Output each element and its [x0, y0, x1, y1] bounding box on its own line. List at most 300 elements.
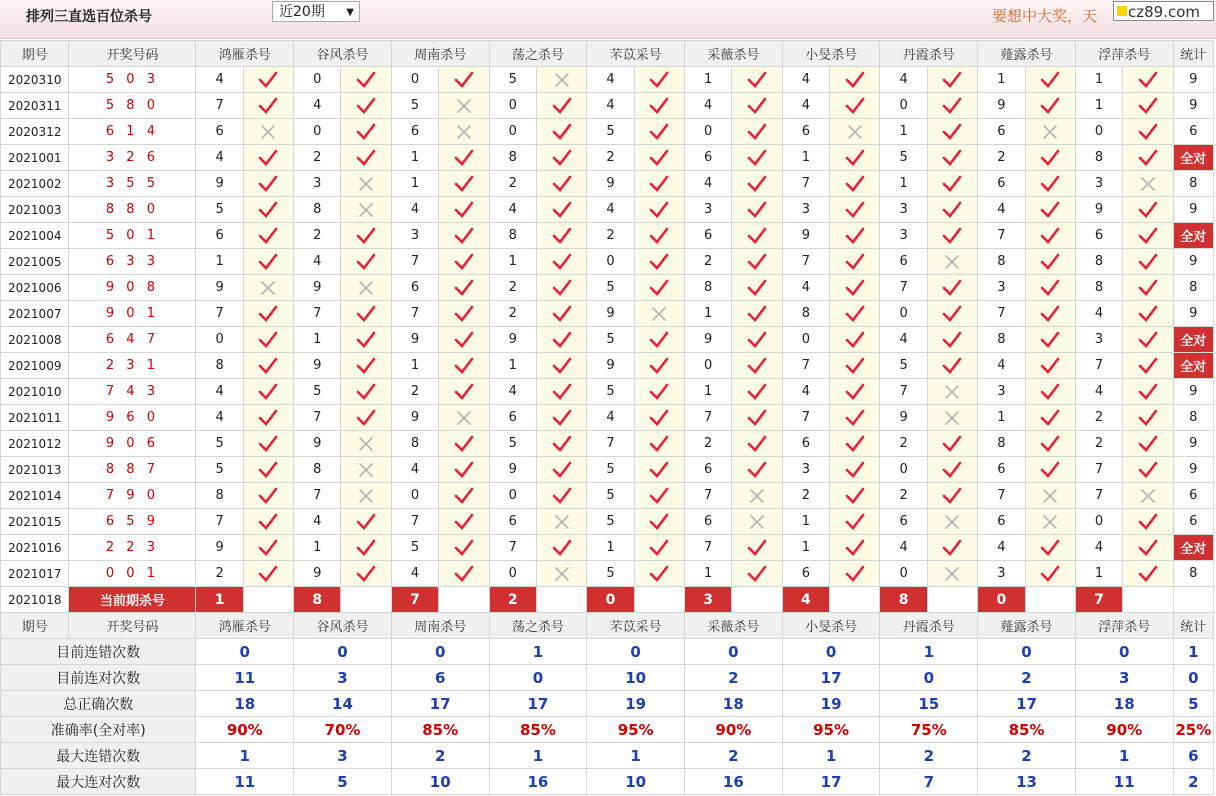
kill-number-cell: 0 [880, 457, 927, 483]
current-period-row [1, 587, 1214, 613]
check-icon [747, 357, 767, 375]
result-mark-cell [732, 353, 782, 379]
check-icon [649, 201, 669, 219]
kill-number-cell: 6 [782, 561, 829, 587]
period-cell: 2021009 [1, 353, 69, 379]
result-mark-cell [439, 405, 489, 431]
kill-number-cell: 2 [782, 483, 829, 509]
result-mark-cell [1123, 327, 1173, 353]
kill-number-cell: 8 [978, 431, 1025, 457]
check-icon [649, 357, 669, 375]
current-kill-blank [732, 587, 782, 613]
kill-number-cell: 8 [489, 145, 536, 171]
check-icon [552, 461, 572, 479]
table-row [1, 119, 1214, 145]
table-row [1, 93, 1214, 119]
all-right-badge: 全对 [1173, 535, 1213, 561]
check-icon [552, 357, 572, 375]
check-icon [747, 71, 767, 89]
result-mark-cell [439, 327, 489, 353]
check-icon [552, 97, 572, 115]
check-icon [747, 279, 767, 297]
result-mark-cell [634, 509, 684, 535]
result-mark-cell [1025, 509, 1075, 535]
stats-value: 1 [196, 743, 294, 769]
current-kill-number: 2 [489, 587, 536, 613]
result-mark-cell [341, 301, 391, 327]
kill-number-cell: 0 [880, 301, 927, 327]
check-icon [258, 487, 278, 505]
check-icon [747, 123, 767, 141]
result-mark-cell [439, 509, 489, 535]
kill-number-cell: 6 [685, 145, 732, 171]
table-row [1, 509, 1214, 535]
check-icon [552, 409, 572, 427]
result-mark-cell [830, 301, 880, 327]
cross-icon [1138, 487, 1158, 505]
kill-number-cell: 6 [685, 223, 732, 249]
stat-cell: 6 [1173, 509, 1213, 535]
result-mark-cell [732, 145, 782, 171]
kill-number-cell: 1 [978, 405, 1025, 431]
kill-number-cell: 4 [196, 145, 243, 171]
result-mark-cell [341, 431, 391, 457]
check-icon [845, 175, 865, 193]
check-icon [258, 565, 278, 583]
check-icon [1040, 461, 1060, 479]
kill-number-cell: 2 [489, 171, 536, 197]
result-mark-cell [927, 171, 977, 197]
period-cell: 2021010 [1, 379, 69, 405]
result-mark-cell [634, 327, 684, 353]
check-icon [552, 149, 572, 167]
check-icon [845, 513, 865, 531]
check-icon [552, 435, 572, 453]
result-mark-cell [536, 197, 586, 223]
draw-number-cell: 8 8 7 [69, 457, 196, 483]
stats-value: 3 [1075, 665, 1173, 691]
kill-number-cell: 5 [880, 145, 927, 171]
result-mark-cell [927, 379, 977, 405]
cross-icon [747, 487, 767, 505]
result-mark-cell [341, 509, 391, 535]
stats-value: 18 [1075, 691, 1173, 717]
col-expert-header: 浮萍杀号 [1075, 41, 1173, 67]
check-icon [356, 71, 376, 89]
check-icon [1040, 97, 1060, 115]
result-mark-cell [243, 509, 293, 535]
check-icon [1040, 71, 1060, 89]
result-mark-cell [243, 405, 293, 431]
cross-icon [747, 513, 767, 531]
result-mark-cell [439, 561, 489, 587]
check-icon [454, 201, 474, 219]
kill-number-cell: 7 [196, 301, 243, 327]
check-icon [1138, 305, 1158, 323]
current-kill-blank [927, 587, 977, 613]
result-mark-cell [243, 249, 293, 275]
check-icon [552, 305, 572, 323]
stats-value: 2 [685, 665, 783, 691]
stats-value: 18 [685, 691, 783, 717]
result-mark-cell [341, 353, 391, 379]
result-mark-cell [439, 379, 489, 405]
check-icon [454, 71, 474, 89]
kill-number-cell: 4 [978, 197, 1025, 223]
kill-number-cell: 7 [294, 405, 341, 431]
stats-value: 6 [391, 665, 489, 691]
check-icon [258, 539, 278, 557]
cross-icon [942, 253, 962, 271]
draw-number-cell: 0 0 1 [69, 561, 196, 587]
table-row [1, 223, 1214, 249]
stats-value: 16 [489, 769, 587, 795]
kill-number-cell: 4 [978, 353, 1025, 379]
stats-row [1, 769, 1214, 795]
kill-number-cell: 2 [489, 275, 536, 301]
result-mark-cell [927, 431, 977, 457]
check-icon [747, 383, 767, 401]
check-icon [845, 149, 865, 167]
stat-cell: 6 [1173, 119, 1213, 145]
check-icon [747, 253, 767, 271]
kill-number-cell: 8 [782, 301, 829, 327]
result-mark-cell [830, 405, 880, 431]
kill-number-cell: 9 [391, 405, 438, 431]
result-mark-cell [927, 93, 977, 119]
result-mark-cell [732, 67, 782, 93]
result-mark-cell [1025, 561, 1075, 587]
kill-number-cell: 7 [294, 483, 341, 509]
kill-number-cell: 2 [1075, 431, 1122, 457]
current-kill-number: 1 [196, 587, 243, 613]
check-icon [845, 435, 865, 453]
current-kill-blank [536, 587, 586, 613]
cross-icon [649, 305, 669, 323]
kill-number-cell: 0 [685, 119, 732, 145]
check-icon [454, 253, 474, 271]
kill-number-cell: 3 [1075, 327, 1122, 353]
result-mark-cell [1123, 457, 1173, 483]
cross-icon [356, 201, 376, 219]
result-mark-cell [927, 301, 977, 327]
kill-number-cell: 4 [196, 67, 243, 93]
table-row [1, 379, 1214, 405]
result-mark-cell [1025, 119, 1075, 145]
result-mark-cell [243, 145, 293, 171]
draw-number-cell: 5 0 1 [69, 223, 196, 249]
kill-number-cell: 3 [880, 223, 927, 249]
current-kill-number: 0 [978, 587, 1025, 613]
result-mark-cell [830, 483, 880, 509]
stats-value: 2 [685, 743, 783, 769]
stat-cell: 9 [1173, 379, 1213, 405]
kill-number-cell: 6 [685, 509, 732, 535]
kill-number-cell: 4 [685, 171, 732, 197]
stats-value: 85% [978, 717, 1076, 743]
check-icon [845, 97, 865, 115]
kill-number-cell: 0 [880, 561, 927, 587]
kill-number-cell: 9 [782, 223, 829, 249]
result-mark-cell [1025, 353, 1075, 379]
stats-value: 2 [391, 743, 489, 769]
stats-value: 1 [1173, 639, 1213, 665]
kill-number-cell: 4 [782, 67, 829, 93]
stats-value: 0 [1173, 665, 1213, 691]
kill-number-cell: 8 [1075, 249, 1122, 275]
kill-number-cell: 1 [685, 301, 732, 327]
period-select[interactable] [272, 1, 360, 22]
stats-value: 0 [685, 639, 783, 665]
kill-number-cell: 3 [978, 561, 1025, 587]
check-icon [1040, 331, 1060, 349]
kill-number-cell: 7 [978, 483, 1025, 509]
stat-cell: 9 [1173, 457, 1213, 483]
current-kill-blank [1025, 587, 1075, 613]
result-mark-cell [927, 67, 977, 93]
check-icon [454, 461, 474, 479]
table-row [1, 457, 1214, 483]
result-mark-cell [341, 327, 391, 353]
result-mark-cell [830, 431, 880, 457]
result-mark-cell [439, 67, 489, 93]
kill-number-cell: 4 [880, 327, 927, 353]
kill-number-cell: 1 [782, 145, 829, 171]
table-row [1, 67, 1214, 93]
period-cell: 2021008 [1, 327, 69, 353]
stats-value: 95% [782, 717, 880, 743]
kill-number-cell: 0 [294, 67, 341, 93]
kill-number-cell: 5 [587, 483, 634, 509]
result-mark-cell [927, 483, 977, 509]
check-icon [552, 123, 572, 141]
result-mark-cell [536, 275, 586, 301]
kill-number-cell: 4 [587, 93, 634, 119]
col-expert-header: 荡之杀号 [489, 41, 587, 67]
check-icon [552, 539, 572, 557]
dropdown-arrow-icon: ▼ [346, 7, 354, 18]
result-mark-cell [634, 145, 684, 171]
site-badge[interactable] [1113, 1, 1214, 21]
stats-value: 1 [587, 743, 685, 769]
check-icon [942, 435, 962, 453]
kill-number-cell: 9 [1075, 197, 1122, 223]
result-mark-cell [243, 171, 293, 197]
current-stat-blank [1173, 587, 1213, 613]
kill-number-cell: 9 [587, 353, 634, 379]
result-mark-cell [927, 197, 977, 223]
result-mark-cell [243, 483, 293, 509]
check-icon [1138, 539, 1158, 557]
kill-number-cell: 6 [489, 509, 536, 535]
stats-row [1, 743, 1214, 769]
kill-number-cell: 8 [294, 457, 341, 483]
result-mark-cell [634, 535, 684, 561]
result-mark-cell [732, 275, 782, 301]
kill-number-cell: 8 [196, 353, 243, 379]
check-icon [942, 201, 962, 219]
kill-number-cell: 5 [294, 379, 341, 405]
kill-number-cell: 5 [196, 457, 243, 483]
kill-number-cell: 3 [294, 171, 341, 197]
draw-number-cell: 8 8 0 [69, 197, 196, 223]
kill-number-cell: 1 [391, 353, 438, 379]
stats-value: 11 [1075, 769, 1173, 795]
kill-number-cell: 4 [978, 535, 1025, 561]
stats-value: 0 [294, 639, 392, 665]
cross-icon [356, 487, 376, 505]
result-mark-cell [341, 379, 391, 405]
stats-value: 19 [587, 691, 685, 717]
kill-number-cell: 1 [294, 327, 341, 353]
cross-icon [942, 565, 962, 583]
check-icon [454, 513, 474, 531]
period-cell: 2021014 [1, 483, 69, 509]
result-mark-cell [732, 405, 782, 431]
period-cell: 2021018 [1, 587, 69, 613]
check-icon [845, 201, 865, 219]
period-cell: 2021017 [1, 561, 69, 587]
kill-number-cell: 9 [294, 431, 341, 457]
check-icon [1138, 331, 1158, 349]
result-mark-cell [536, 483, 586, 509]
result-mark-cell [1025, 327, 1075, 353]
check-icon [1040, 409, 1060, 427]
result-mark-cell [927, 119, 977, 145]
result-mark-cell [1123, 561, 1173, 587]
period-cell: 2021005 [1, 249, 69, 275]
kill-number-cell: 6 [196, 119, 243, 145]
result-mark-cell [732, 249, 782, 275]
check-icon [942, 71, 962, 89]
check-icon [454, 227, 474, 245]
kill-number-cell: 4 [294, 93, 341, 119]
check-icon [1040, 539, 1060, 557]
result-mark-cell [830, 67, 880, 93]
result-mark-cell [830, 379, 880, 405]
check-icon [1138, 461, 1158, 479]
kill-number-cell: 5 [587, 457, 634, 483]
check-icon [649, 487, 669, 505]
kill-number-cell: 9 [587, 301, 634, 327]
kill-number-cell: 1 [391, 145, 438, 171]
col-expert-header: 丹霞杀号 [880, 613, 978, 639]
stat-cell: 9 [1173, 249, 1213, 275]
check-icon [942, 305, 962, 323]
result-mark-cell [536, 67, 586, 93]
stats-value: 17 [782, 665, 880, 691]
cross-icon [1138, 175, 1158, 193]
check-icon [258, 175, 278, 193]
kill-number-cell: 7 [391, 249, 438, 275]
stats-row-label: 目前连错次数 [1, 639, 196, 665]
kill-number-cell: 0 [1075, 509, 1122, 535]
check-icon [454, 305, 474, 323]
result-mark-cell [927, 561, 977, 587]
col-draw-header: 开奖号码 [69, 613, 196, 639]
kill-number-cell: 7 [587, 431, 634, 457]
current-kill-blank [341, 587, 391, 613]
result-mark-cell [1025, 145, 1075, 171]
result-mark-cell [634, 171, 684, 197]
kill-number-cell: 1 [782, 535, 829, 561]
check-icon [747, 175, 767, 193]
period-cell: 2021011 [1, 405, 69, 431]
result-mark-cell [1123, 405, 1173, 431]
result-mark-cell [536, 93, 586, 119]
check-icon [747, 149, 767, 167]
kill-number-cell: 9 [391, 327, 438, 353]
check-icon [649, 227, 669, 245]
result-mark-cell [830, 171, 880, 197]
result-mark-cell [732, 483, 782, 509]
cross-icon [258, 123, 278, 141]
kill-number-cell: 1 [587, 535, 634, 561]
result-mark-cell [634, 93, 684, 119]
check-icon [1040, 435, 1060, 453]
result-mark-cell [341, 67, 391, 93]
check-icon [649, 279, 669, 297]
kill-number-cell: 4 [880, 535, 927, 561]
check-icon [454, 149, 474, 167]
cross-icon [845, 123, 865, 141]
check-icon [1138, 513, 1158, 531]
cross-icon [942, 409, 962, 427]
col-expert-header: 周南杀号 [391, 41, 489, 67]
stats-value: 14 [294, 691, 392, 717]
result-mark-cell [732, 431, 782, 457]
period-cell: 2020312 [1, 119, 69, 145]
result-mark-cell [634, 275, 684, 301]
kill-number-cell: 7 [978, 301, 1025, 327]
result-mark-cell [243, 561, 293, 587]
check-icon [845, 253, 865, 271]
stats-row [1, 665, 1214, 691]
check-icon [1138, 279, 1158, 297]
result-mark-cell [732, 509, 782, 535]
header-row [1, 613, 1214, 639]
kill-number-cell: 6 [880, 509, 927, 535]
draw-number-cell: 9 0 6 [69, 431, 196, 457]
check-icon [942, 357, 962, 375]
check-icon [258, 409, 278, 427]
result-mark-cell [341, 249, 391, 275]
col-expert-header: 采薇杀号 [685, 41, 783, 67]
stats-value: 11 [196, 665, 294, 691]
result-mark-cell [243, 379, 293, 405]
check-icon [356, 331, 376, 349]
check-icon [258, 435, 278, 453]
check-icon [747, 201, 767, 219]
table-row [1, 249, 1214, 275]
kill-number-cell: 7 [196, 93, 243, 119]
check-icon [1138, 71, 1158, 89]
result-mark-cell [927, 249, 977, 275]
check-icon [1040, 383, 1060, 401]
kill-number-cell: 7 [1075, 457, 1122, 483]
stats-row-label: 准确率(全对率) [1, 717, 196, 743]
check-icon [649, 123, 669, 141]
kill-number-cell: 8 [978, 249, 1025, 275]
cross-icon [454, 97, 474, 115]
check-icon [1040, 201, 1060, 219]
check-icon [552, 487, 572, 505]
stat-cell: 9 [1173, 93, 1213, 119]
check-icon [845, 409, 865, 427]
col-expert-header: 鸿雁杀号 [196, 613, 294, 639]
scrolling-notice: 要想中大奖，天 [992, 7, 1098, 25]
check-icon [845, 305, 865, 323]
